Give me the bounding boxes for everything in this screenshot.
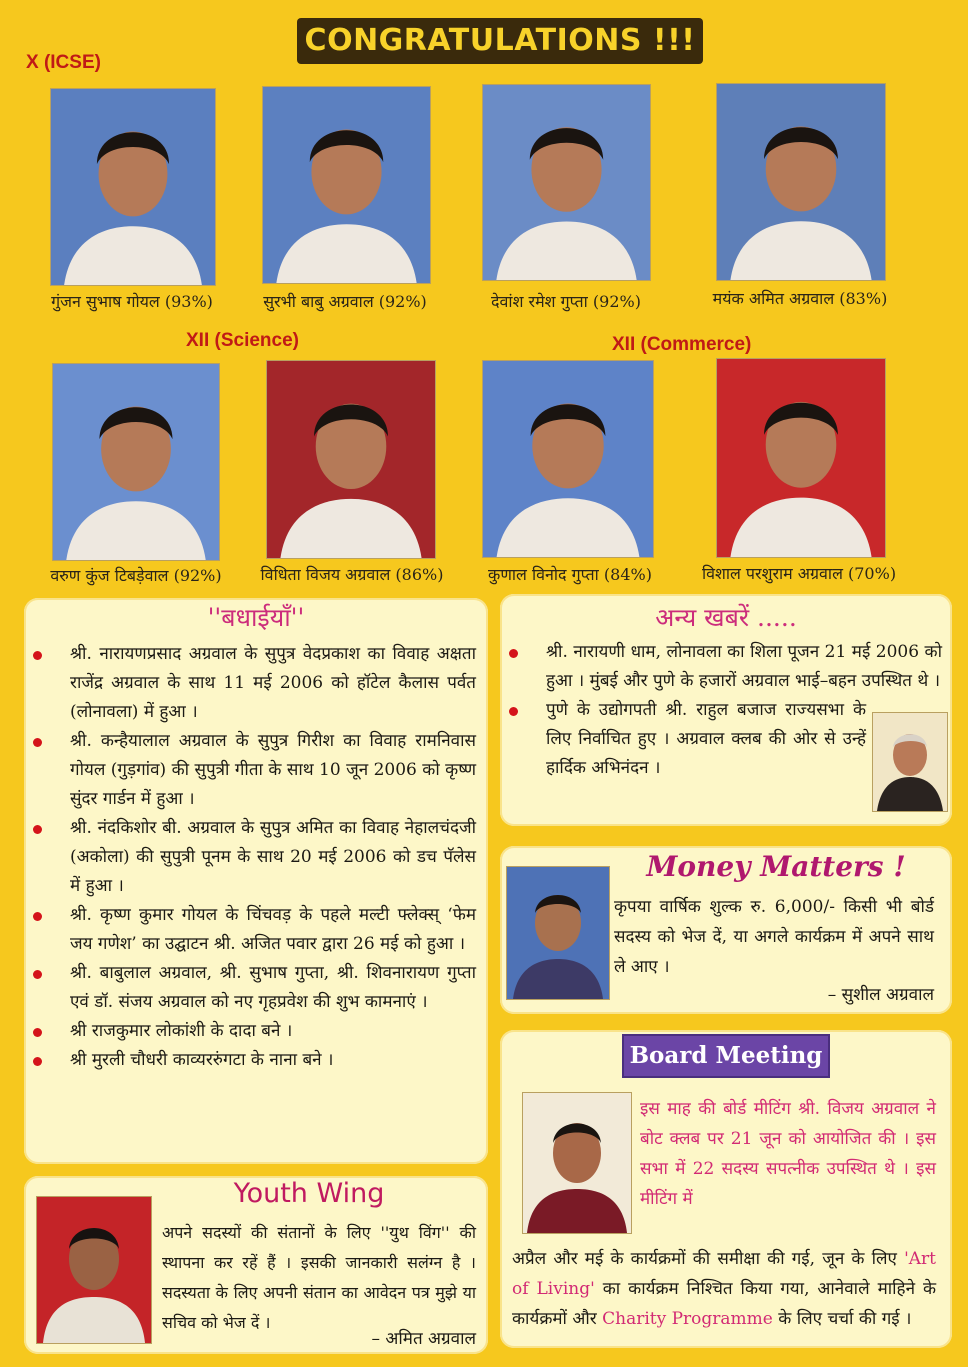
section-label-science: XII (Science) [186,330,299,351]
list-item: श्री. कृष्ण कुमार गोयल के चिंचवड़ के पहले मल्टी फ्लेक्स् ‘फेम जय गणेश’ का उद्घाटन श्री. अजित पवार द्वारा 26 मई को हुआ । [70,901,476,959]
badhaiyan-panel [24,598,488,1164]
person-icon [523,1093,631,1233]
portrait-icon [483,85,650,280]
list-item: श्री मुरली चौधरी काव्यररुंगटा के नाना बने । [70,1046,476,1075]
student-photo-1 [50,88,216,286]
list-item: पुणे के उद्योगपती श्री. राहुल बजाज राज्यसभा के लिए निर्वाचित हुए । अग्रवाल क्लब की ओर से उन्हें हार्दिक अभिनंदन । [546,696,866,783]
news-panel [500,594,952,826]
rahul-bajaj-photo [872,712,948,812]
portrait-icon [717,359,885,557]
list-item: श्री. नारायणी धाम, लोनावला का शिला पूजन 21 मई 2006 को हुआ । मुंबई और पुणे के हजारों अग्रवाल भाई–बहन उपस्थित थे । [546,638,942,696]
student-photo-8 [716,358,886,558]
section-label-commerce: XII (Commerce) [612,334,752,355]
person-icon [507,867,609,999]
list-item: श्री राजकुमार लोकांशी के दादा बने । [70,1017,476,1046]
list-item: श्री. कन्हैयालाल अग्रवाल के सुपुत्र गिरीश का विवाह रामनिवास गोयल (गुड़गांव) की सुपुत्री गीता के साथ 10 जून 2006 को कृष्ण सुंदर गार्डन में हुआ । [70,727,476,814]
student-caption-5: वरुण कुंज टिबड़ेवाल (92%) [50,566,222,585]
board-text-3: के लिए चर्चा की गई । [778,1309,912,1329]
badhaiyan-title: ''बधाईयाँ'' [207,603,305,632]
student-caption-1: गुंजन सुभाष गोयल (93%) [51,292,213,311]
youth-text: अपने सदस्यों की संतानों के लिए ''युथ विंग'' की स्थापना कर रहें हैं । इसकी जानकारी सलंग्न है । सदस्यता के लिए अपनी संतान का आवेदन पत्र मुझे या सचिव को भेज दें । [162,1223,476,1332]
student-caption-3: देवांश रमेश गुप्ता (92%) [491,292,641,311]
portrait-icon [483,361,653,557]
student-photo-6 [266,360,436,559]
section-label-icse: X (ICSE) [26,52,101,73]
student-photo-5 [52,363,220,561]
money-title: Money Matters ! [646,850,906,883]
student-photo-2 [262,86,431,284]
student-caption-4: मयंक अमित अग्रवाल (83%) [712,289,888,308]
news-title: अन्य खबरें ..... [655,603,797,632]
board-panel [500,1030,952,1348]
person-icon [37,1197,151,1343]
list-item: श्री. नंदकिशोर बी. अग्रवाल के सुपुत्र अमित का विवाह नेहालचंदजी (अकोला) की सुपुत्री पूनम के साथ 20 मई 2006 को डच पॅलेस में हुआ । [70,814,476,901]
board-text-art-of-living: 'Art of Living' [512,1249,936,1299]
student-photo-3 [482,84,651,281]
list-item: श्री. नारायणप्रसाद अग्रवाल के सुपुत्र वेदप्रकाश का विवाह अक्षता राजेंद्र अग्रवाल के साथ 11 मई 2006 को हॉटेल कैलास पर्वत (लोनावला) में हुआ । [70,640,476,727]
list-item: श्री. बाबुलाल अग्रवाल, श्री. सुभाष गुप्ता, श्री. शिवनारायण गुप्ता एवं डॉ. संजय अग्रवाल को नए गृहप्रवेश की शुभ कामनाएं । [70,959,476,1017]
vijay-photo [522,1092,632,1234]
board-text-charity: Charity Programme [602,1309,773,1329]
badhaiyan-list [70,640,476,1075]
board-text-block-2 [512,1244,936,1334]
youth-title: Youth Wing [233,1178,385,1209]
student-photo-7 [482,360,654,558]
portrait-icon [263,87,430,283]
portrait-icon [267,361,435,558]
board-title: Board Meeting [622,1034,830,1078]
money-panel [500,846,952,1014]
money-sign: – सुशील अग्रवाल [827,985,934,1005]
student-caption-8: विशाल परशुराम अग्रवाल (70%) [701,564,897,583]
board-text-2: का कार्यक्रम निश्चित किया गया, आनेवाले माहिने के कार्यक्रमों और [512,1279,937,1329]
portrait-icon [51,89,215,285]
youth-panel [24,1176,488,1354]
portrait-icon [717,84,885,280]
board-text-block [640,1094,936,1214]
student-photo-4 [716,83,886,281]
board-text-intro: इस माह की बोर्ड मीटिंग श्री. विजय अग्रवाल ने बोट क्लब पर 21 जून को आयोजित की । इस सभा में 22 सदस्य सपत्नीक उपस्थित थे । इस मीटिंग में [640,1099,936,1209]
youth-sign: – अमित अग्रवाल [371,1329,476,1349]
board-text-1: अप्रैल और मई के कार्यक्रमों की समीक्षा की गई, जून के लिए [512,1249,897,1269]
sushil-photo [506,866,610,1000]
student-caption-2: सुरभी बाबु अग्रवाल (92%) [263,292,427,311]
student-caption-6: विधिता विजय अग्रवाल (86%) [260,565,444,584]
person-icon [873,713,947,811]
money-text: कृपया वार्षिक शुल्क रु. 6,000/- किसी भी बोर्ड सदस्य को भेज दें, या अगले कार्यक्रम में अपने साथ ले आए । [614,897,934,977]
portrait-icon [53,364,219,560]
amit-photo [36,1196,152,1344]
student-caption-7: कुणाल विनोद गुप्ता (84%) [488,565,652,584]
page-title: CONGRATULATIONS !!! [297,18,703,64]
